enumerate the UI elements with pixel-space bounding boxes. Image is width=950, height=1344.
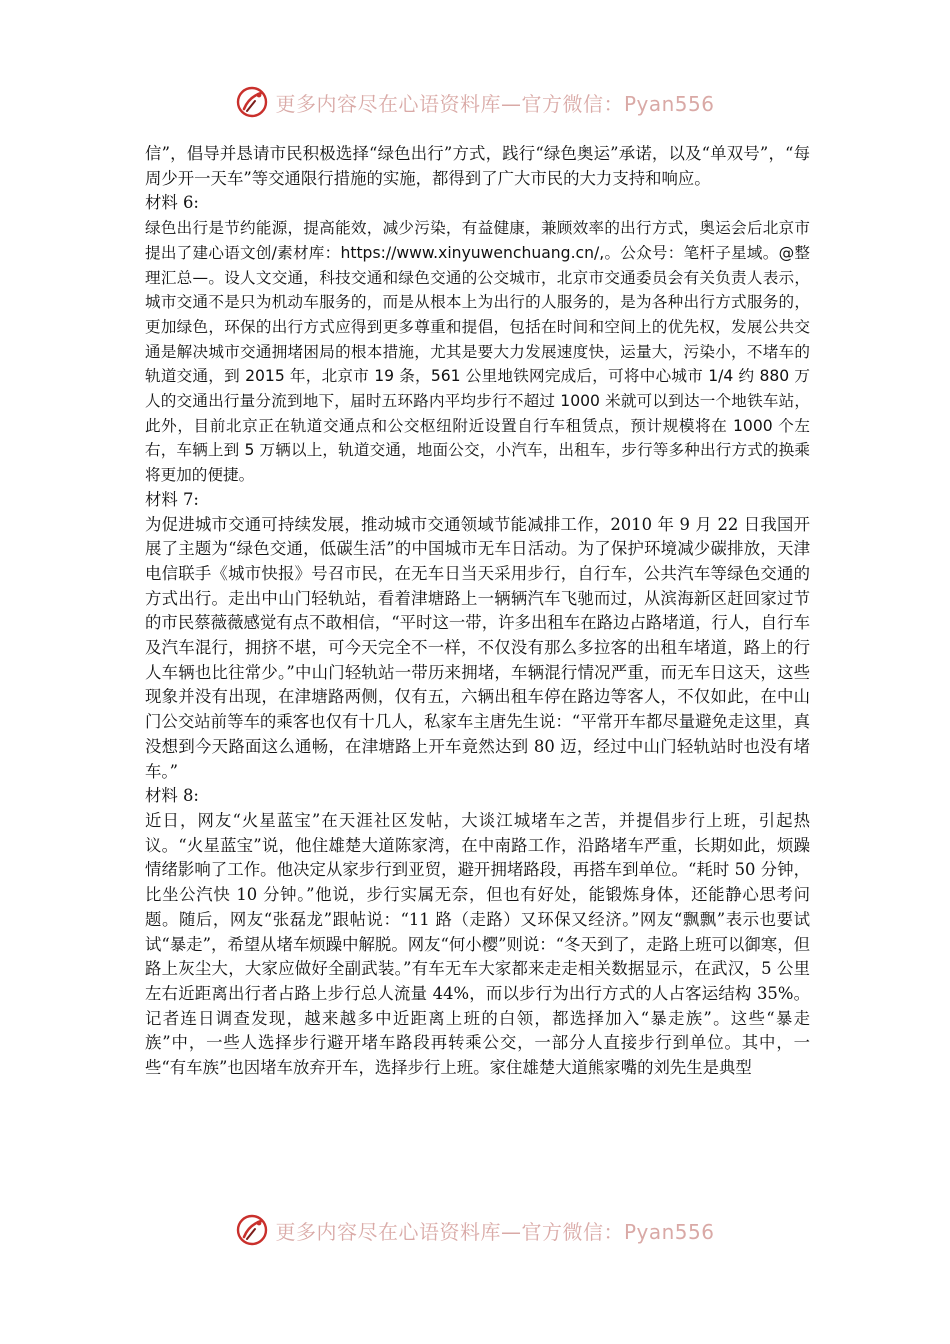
document-body — [145, 142, 810, 1081]
material-7-paragraph: 为促进城市交通可持续发展，推动城市交通领域节能减排工作，2010 年 9 月 22 日我国开展了主题为“绿色交通，低碳生活”的中国城市无车日活动。为了保护环境减少碳排放，天津电信联手《城市快报》号召市民，在无车日当天采用步行，自行车，公共汽车等绿色交通的方式出行。走出中山门轻轨站，看着津塘路上一辆辆汽车飞驰而过，从滨海新区赶回家过节的市民蔡薇薇感觉有点不敢相信，“平时这一带，许多出租车在路边占路堵道，行人，自行车及汽车混行，拥挤不堪，可今天完全不一样，不仅没有那么多拉客的出租车堵道，路上的行人车辆也比往常少。”中山门轻轨站一带历来拥堵，车辆混行情况严重，而无车日这天，这些现象并没有出现，在津塘路两侧，仅有五，六辆出租车停在路边等客人，不仅如此，在中山门公交站前等车的乘客也仅有十几人，私家车主唐先生说：“平常开车都尽量避免走这里，真没想到今天路面这么通畅，在津塘路上开车竟然达到 80 迈，经过中山门轻轨站时也没有堵车。” — [145, 514, 810, 781]
material-8-heading: 材料 8: — [145, 786, 199, 806]
brand-logo-icon — [235, 85, 269, 119]
material-6-heading: 材料 6: — [145, 193, 199, 213]
material-8-paragraph: 近日，网友“火星蓝宝”在天涯社区发帖，大谈江城堵车之苦，并提倡步行上班，引起热议。“火星蓝宝”说，他住雄楚大道陈家湾，在中南路工作，沿路堵车严重，长期如此，烦躁情绪影响了工作。他决定从家步行到亚贸，避开拥堵路段，再搭车到单位。“耗时 50 分钟，比坐公汽快 10 分钟。”他说，步行实属无奈，但也有好处，能锻炼身体，还能静心思考问题。随后，网友“张磊龙”跟帖说：“11 路（走路）又环保又经济。”网友“飘飘”表示也要试试“暴走”，希望从堵车烦躁中解脱。网友“何小樱”则说：“冬天到了，走路上班可以御寒，但路上灰尘大，大家应做好全副武装。”有车无车大家都来走走相关数据显示，在武汉，5 公里左右近距离出行者占路上步行总人流量 44%，而以步行为出行方式的人占客运结构 35%。记者连日调查发现，越来越多中近距离上班的白领，都选择加入“暴走族”。这些“暴走族”中，一些人选择步行避开堵车路段再转乘公交，一部分人直接步行到单位。其中，一些“有车族”也因堵车放弃开车，选择步行上班。家住雄楚大道熊家嘴的刘先生是典型 — [145, 810, 810, 1078]
material-7-heading: 材料 7: — [145, 489, 199, 509]
intro-paragraph: 信”，倡导并恳请市民积极选择“绿色出行”方式，践行“绿色奥运”承诺，以及“单双号”，“每周少开一天车”等交通限行措施的实施，都得到了广大市民的大力支持和响应。 — [145, 144, 810, 188]
material-6-paragraph: 绿色出行是节约能源，提高能效，减少污染，有益健康，兼顾效率的出行方式，奥运会后北京市提出了建心语文创/素材库：https://www.xinyuwenchuang.cn/,。公众号：笔杆子星域。@整理汇总—。设人文交通，科技交通和绿色交通的公交城市，北京市交通委员会有关负责人表示，城市交通不是只为机动车服务的，而是从根本上为出行的人服务的，是为各种出行方式服务的，更加绿色，环保的出行方式应得到更多尊重和提倡，包括在时间和空间上的优先权，发展公共交通是解决城市交通拥堵困局的根本措施，尤其是要大力发展速度快，运量大，污染小，不堵车的轨道交通，到 2015 年，北京市 19 条，561 公里地铁网完成后，可将中心城市 1/4 约 880 万人的交通出行量分流到地下，届时五环路内平均步行不超过 1000 米就可以到达一个地铁车站，此外，目前北京正在轨道交通点和公交枢纽附近设置自行车租赁点，预计规模将在 1000 个左右，车辆上到 5 万辆以上，轨道交通，地面公交，小汽车，出租车，步行等多种出行方式的换乘将更加的便捷。 — [145, 219, 810, 485]
footer-banner-text: 更多内容尽在心语资料库—官方微信：Pyan556 — [275, 1219, 715, 1244]
header-banner-text: 更多内容尽在心语资料库—官方微信：Pyan556 — [275, 91, 715, 116]
header-banner — [0, 80, 950, 124]
brand-logo-icon — [235, 1213, 269, 1247]
footer-banner — [0, 1208, 950, 1252]
